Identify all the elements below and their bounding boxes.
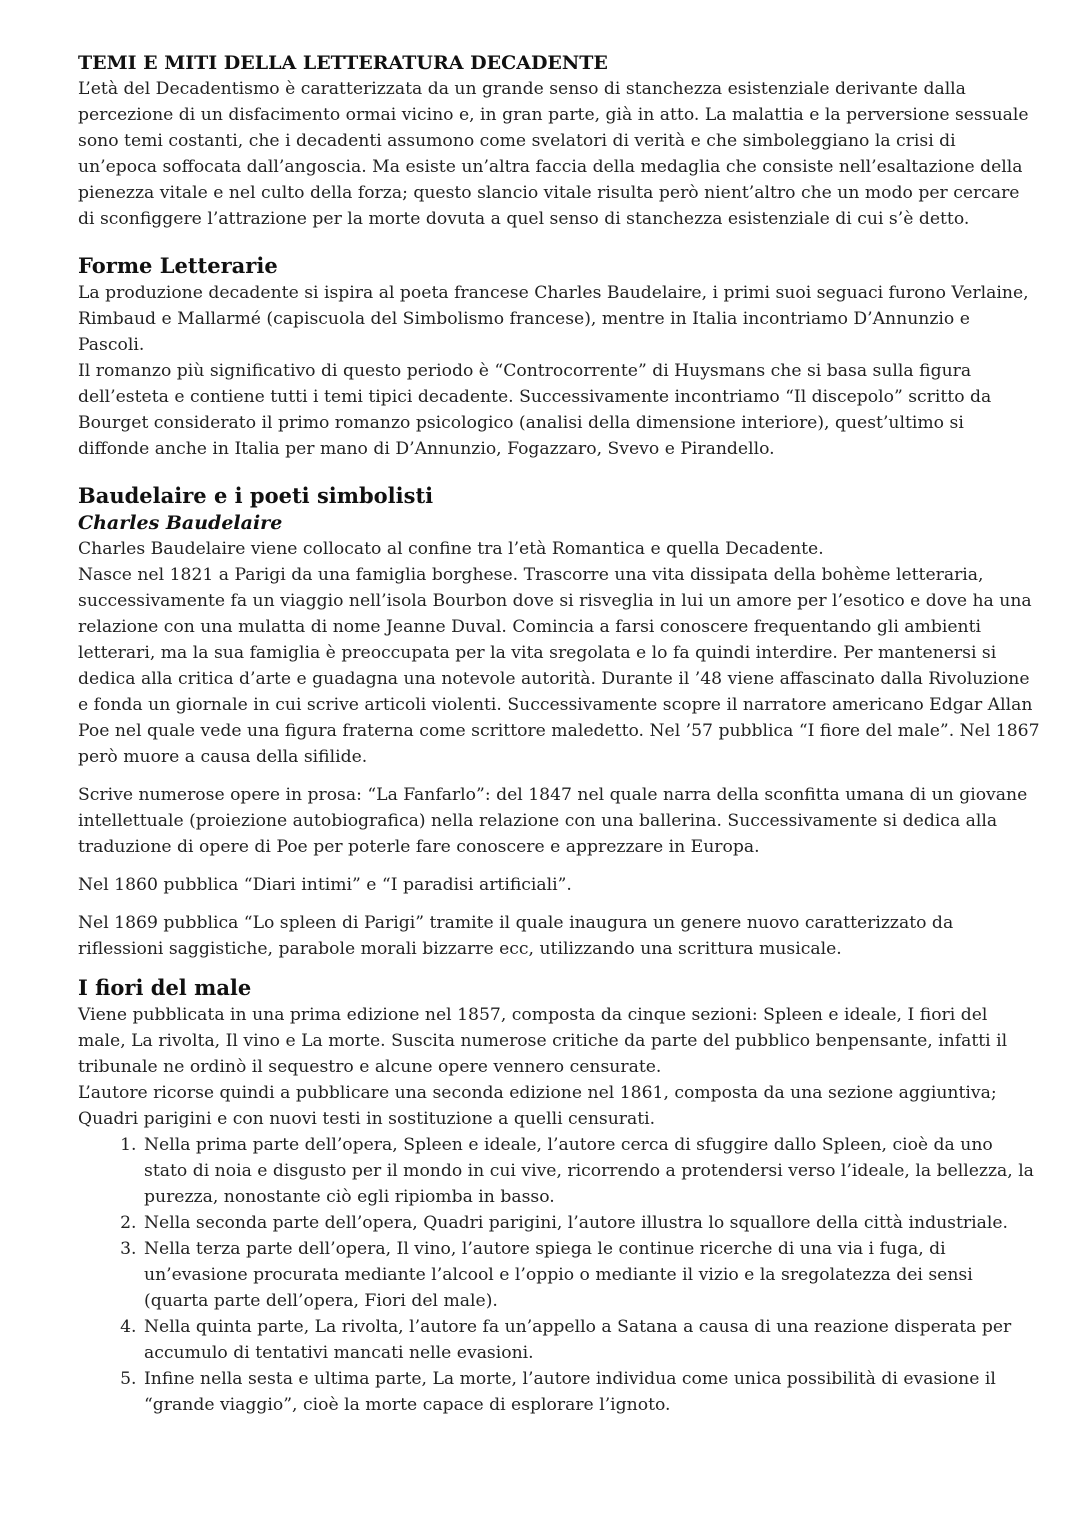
baudelaire-paragraph-3: Scrive numerose opere in prosa: “La Fanfarlo”: del 1847 nel quale narra della sconfitta umana di un giovane intellettuale (proiezione autobiografica) nella relazione con una ballerina. Successivamente si dedica alla traduzione di opere di Poe per poterle fare conoscere e apprezzare in Europa.	[78, 785, 1028, 857]
main-title: TEMI E MITI DELLA LETTERATURA DECADENTE	[78, 52, 608, 74]
list-item: 5. Infine nella sesta e ultima parte, La morte, l’autore individua come unica possibilità di evasione il “grande viaggio”, cioè la morte capace di esplorare l’ignoto.	[142, 1366, 1040, 1418]
baudelaire-paragraph-2: Nasce nel 1821 a Parigi da una famiglia borghese. Trascorre una vita dissipata della bohème letteraria, successivamente fa un viaggio nell’isola Bourbon dove si risveglia in lui un amore per l’esotico e dove ha una relazione con una mulatta di nome Jeanne Duval. Comincia a farsi conoscere frequentando gli ambienti letterari, ma la sua famiglia è preoccupata per la vita sregolata e lo fa quindi interdire. Per mantenersi si dedica alla critica d’arte e guadagna una notevole autorità. Durante il ’48 viene affascinato dalla Rivoluzione e fonda un giornale in cui scrive articoli violenti. Successivamente scopre il narratore americano Edgar Allan Poe nel quale vede una figura fraterna come scrittore maledetto. Nel ’57 pubblica “I fiore del male”. Nel 1867 però muore a causa della sifilide.	[78, 565, 1040, 767]
fiori-paragraph-1: Viene pubblicata in una prima edizione nel 1857, composta da cinque sezioni: Spleen e ideale, I fiori del male, La rivolta, Il vino e La morte. Suscita numerose critiche da parte del pubblico benpensante, infatti il tribunale ne ordinò il sequestro e alcune opere vennero censurate.	[78, 1005, 1008, 1077]
fiori-paragraph-2: L’autore ricorse quindi a pubblicare una seconda edizione nel 1861, composta da una sezione aggiuntiva; Quadri parigini e con nuovi testi in sostituzione a quelli censurati.	[78, 1083, 997, 1129]
baudelaire-heading: Baudelaire e i poeti simbolisti	[78, 483, 434, 508]
forme-letterarie-heading: Forme Letterarie	[78, 253, 278, 278]
baudelaire-paragraph-5: Nel 1869 pubblica “Lo spleen di Parigi” tramite il quale inaugura un genere nuovo caratterizzato da riflessioni saggistiche, parabole morali bizzarre ecc, utilizzando una scrittura musicale.	[78, 913, 954, 959]
list-item: 4. Nella quinta parte, La rivolta, l’autore fa un’appello a Satana a causa di una reazione disperata per accumulo di tentativi mancati nelle evasioni.	[142, 1314, 1040, 1366]
list-item: 3. Nella terza parte dell’opera, Il vino, l’autore spiega le continue ricerche di una via i fuga, di un’evasione procurata mediante l’alcool e l’oppio o mediante il vizio e la sregolatezza dei sensi (quarta parte dell’opera, Fiori del male).	[142, 1236, 1040, 1314]
forme-paragraph-2: Il romanzo più significativo di questo periodo è “Controcorrente” di Huysmans che si basa sulla figura dell’esteta e contiene tutti i temi tipici decadente. Successivamente incontriamo “Il discepolo” scritto da Bourget considerato il primo romanzo psicologico (analisi della dimensione interiore), quest’ultimo si diffonde anche in Italia per mano di D’Annunzio, Fogazzaro, Svevo e Pirandello.	[78, 361, 992, 459]
intro-paragraph: L’età del Decadentismo è caratterizzata da un grande senso di stanchezza esistenziale derivante dalla percezione di un disfacimento ormai vicino e, in gran parte, già in atto. La malattia e la perversione sessuale sono temi costanti, che i decadenti assumono come svelatori di verità e che simboleggiano la crisi di un’epoca soffocata dall’angoscia. Ma esiste un’altra faccia della medaglia che consiste nell’esaltazione della pienezza vitale e nel culto della forza; questo slancio vitale risulta però nient’altro che un modo per cercare di sconfiggere l’attrazione per la morte dovuta a quel senso di stanchezza esistenziale di cui s’è detto.	[78, 79, 1029, 229]
baudelaire-paragraph-4: Nel 1860 pubblica “Diari intimi” e “I paradisi artificiali”.	[78, 875, 572, 895]
list-item: 1. Nella prima parte dell’opera, Spleen e ideale, l’autore cerca di sfuggire dallo Spleen, cioè da uno stato di noia e disgusto per il mondo in cui vive, ricorrendo a protendersi verso l’ideale, la bellezza, la purezza, nonostante ciò egli ripiomba in basso.	[142, 1132, 1040, 1210]
charles-baudelaire-subheading: Charles Baudelaire	[78, 512, 283, 534]
fiori-del-male-heading: I fiori del male	[78, 975, 252, 1000]
forme-paragraph-1: La produzione decadente si ispira al poeta francese Charles Baudelaire, i primi suoi seguaci furono Verlaine, Rimbaud e Mallarmé (capiscuola del Simbolismo francese), mentre in Italia incontriamo D’Annunzio e Pascoli.	[78, 283, 1029, 355]
fiori-parts-list	[78, 1132, 1040, 1418]
list-item: 2. Nella seconda parte dell’opera, Quadri parigini, l’autore illustra lo squallore della città industriale.	[142, 1210, 1040, 1236]
baudelaire-paragraph-1: Charles Baudelaire viene collocato al confine tra l’età Romantica e quella Decadente.	[78, 539, 824, 559]
